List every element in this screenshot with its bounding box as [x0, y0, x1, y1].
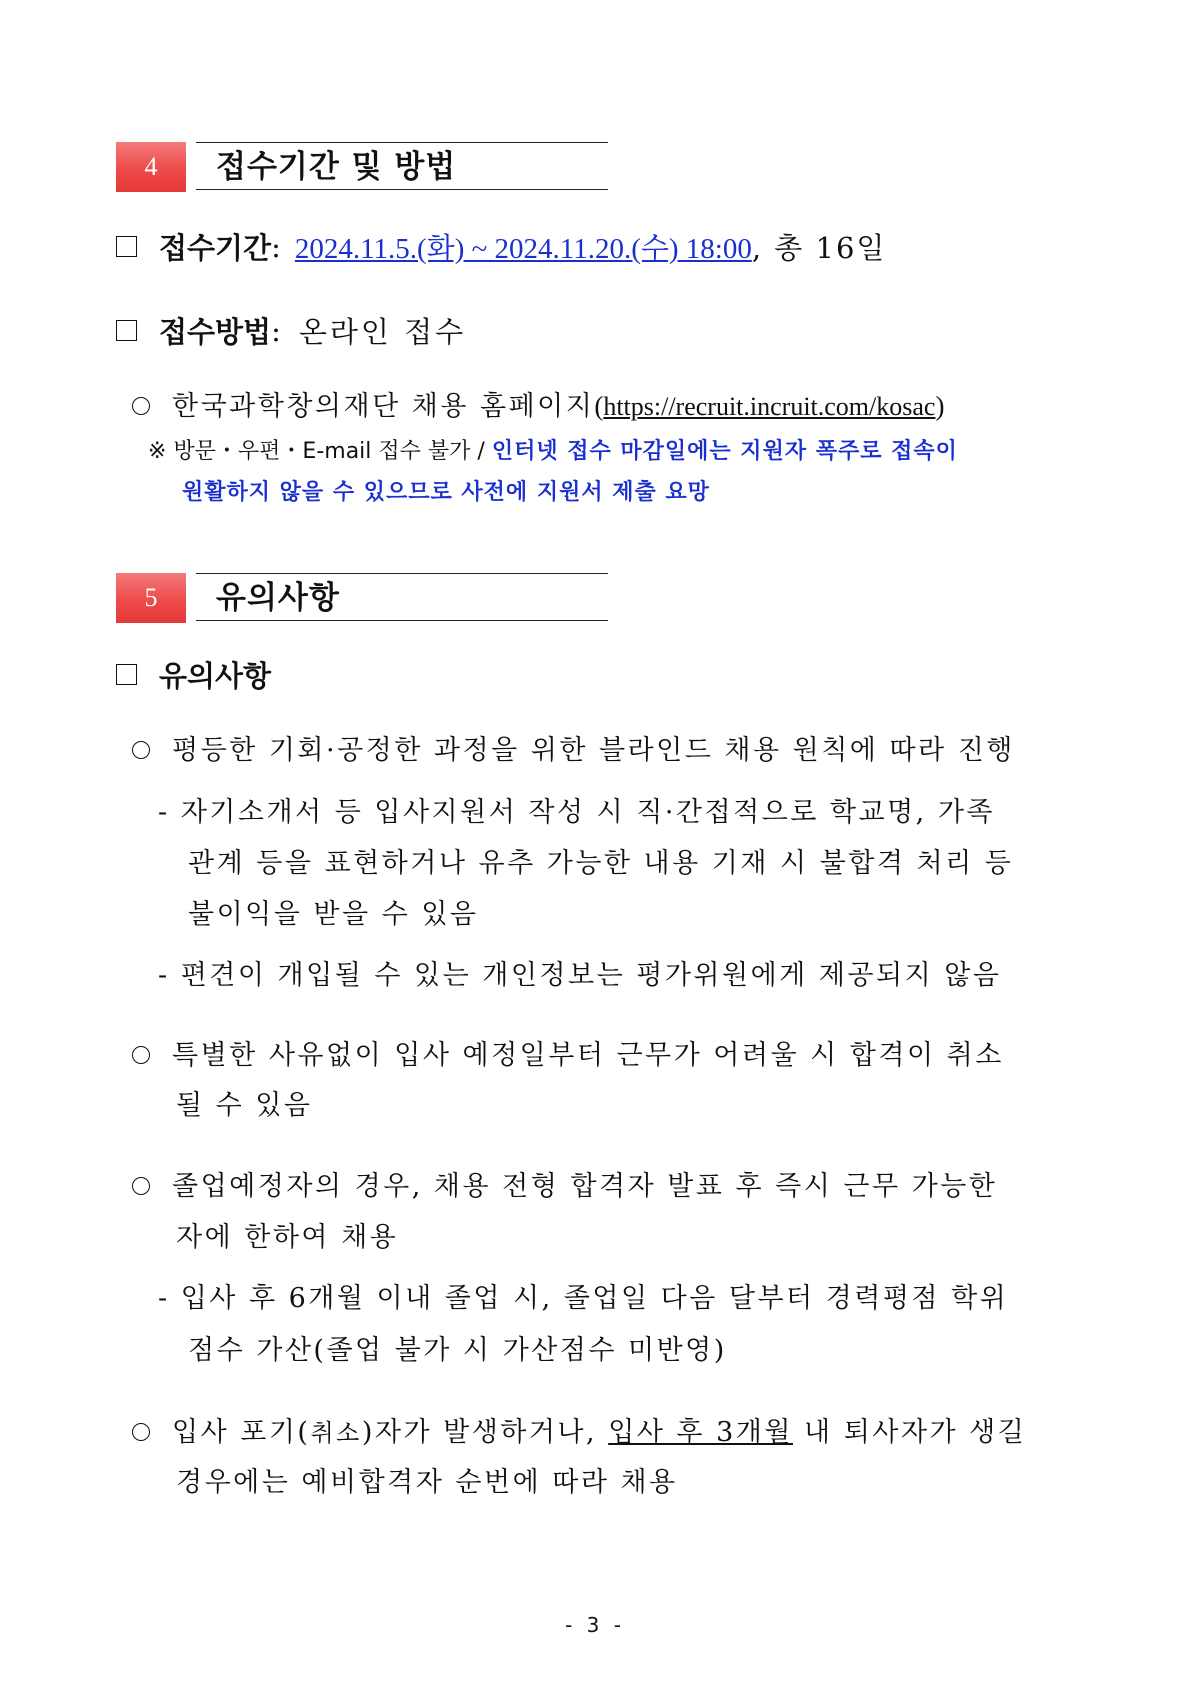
- note-warning-2: 원활하지 않을 수 있으므로 사전에 지원서 제출 요망: [182, 480, 710, 505]
- notice-item-1-text: 평등한 기회·공정한 과정을 위한 블라인드 채용 원칙에 따라 진행: [172, 735, 1015, 766]
- notice-box-line: [116, 654, 271, 695]
- notice-item-3-cont: [176, 1218, 398, 1258]
- notice-item-2: [132, 1036, 1004, 1076]
- notice-item-4-small: 취소: [310, 1419, 362, 1447]
- circle-bullet-icon: [132, 741, 150, 759]
- period-label: 접수기간: [159, 231, 272, 265]
- period-suffix: , 총 16일: [751, 231, 887, 265]
- note-line-2: [182, 473, 710, 513]
- sub-text: 불이익을 받을 수 있음: [188, 899, 479, 930]
- page-number: - 3 -: [565, 1613, 625, 1637]
- section-number-badge: 5: [116, 573, 186, 623]
- section-title: 유의사항: [196, 573, 608, 621]
- checkbox-square-icon: [116, 236, 137, 257]
- circle-bullet-icon: [132, 397, 150, 415]
- method-line: [116, 310, 466, 351]
- notice-item-2-text: 특별한 사유없이 입사 예정일부터 근무가 어려울 시 합격이 취소: [172, 1040, 1004, 1071]
- notice-item-4-text: 내 퇴사자가 생길: [792, 1417, 1027, 1448]
- notice-item-1: [132, 731, 1015, 771]
- homepage-url-link[interactable]: https://recruit.incruit.com/kosac: [603, 392, 936, 421]
- notice-item-3-text: 자에 한하여 채용: [176, 1222, 399, 1253]
- homepage-text: 한국과학창의재단 채용 홈페이지: [172, 391, 595, 422]
- notice-label: 유의사항: [159, 659, 272, 693]
- method-value: 온라인 접수: [298, 315, 467, 349]
- url-open-paren: (: [594, 391, 604, 421]
- notice-item-1-sub-1: [158, 793, 995, 833]
- sub-text: - 편견이 개입될 수 있는 개인정보는 평가위원에게 제공되지 않음: [158, 960, 1002, 991]
- sub-text: - 자기소개서 등 입사지원서 작성 시 직·간접적으로 학교명, 가족: [158, 797, 995, 828]
- notice-item-4-text: )자가 발생하거나,: [361, 1417, 609, 1448]
- method-label: 접수방법: [159, 315, 272, 349]
- notice-item-4-text: 입사 포기(: [172, 1417, 311, 1448]
- note-prefix: ※ 방문・우편・E-mail 접수 불가 /: [148, 439, 492, 464]
- notice-item-2-cont: [176, 1086, 313, 1126]
- checkbox-square-icon: [116, 320, 137, 341]
- notice-item-3-text: 졸업예정자의 경우, 채용 전형 합격자 발표 후 즉시 근무 가능한: [172, 1171, 998, 1202]
- notice-item-4: [132, 1413, 1026, 1453]
- section-5-header: [116, 573, 608, 623]
- notice-item-4-cont: [176, 1463, 678, 1503]
- notice-item-3: [132, 1167, 997, 1207]
- note-warning-1: 인터넷 접수 마감일에는 지원자 폭주로 접속이: [491, 439, 958, 464]
- url-close-paren: ): [935, 391, 945, 421]
- circle-bullet-icon: [132, 1177, 150, 1195]
- sub-text: 점수 가산(졸업 불가 시 가산점수 미반영): [188, 1335, 727, 1366]
- notice-item-1-sub-2: [158, 956, 1001, 996]
- sub-text: 관계 등을 표현하거나 유추 가능한 내용 기재 시 불합격 처리 등: [188, 848, 1014, 879]
- notice-item-4-underlined: 입사 후 3개월: [608, 1417, 793, 1448]
- section-number-badge: 4: [116, 142, 186, 192]
- method-colon: :: [271, 313, 281, 348]
- notice-item-1-sub-1-cont: [188, 844, 1013, 884]
- sub-text: - 입사 후 6개월 이내 졸업 시, 졸업일 다음 달부터 경력평점 학위: [158, 1283, 1009, 1314]
- period-value: 2024.11.5.(화) ~ 2024.11.20.(수) 18:00: [294, 233, 752, 265]
- section-4-header: [116, 142, 608, 192]
- notice-item-4-text: 경우에는 예비합격자 순번에 따라 채용: [176, 1467, 678, 1498]
- homepage-line: [132, 386, 944, 427]
- period-line: [116, 226, 886, 267]
- circle-bullet-icon: [132, 1423, 150, 1441]
- circle-bullet-icon: [132, 1046, 150, 1064]
- checkbox-square-icon: [116, 664, 137, 685]
- note-line-1: [148, 432, 958, 472]
- period-colon: :: [271, 229, 281, 264]
- notice-item-1-sub-1-cont2: [188, 895, 479, 935]
- notice-item-3-sub: [158, 1279, 1008, 1319]
- section-title: 접수기간 및 방법: [196, 142, 608, 190]
- notice-item-2-text: 될 수 있음: [176, 1090, 313, 1121]
- notice-item-3-sub-cont: [188, 1331, 727, 1371]
